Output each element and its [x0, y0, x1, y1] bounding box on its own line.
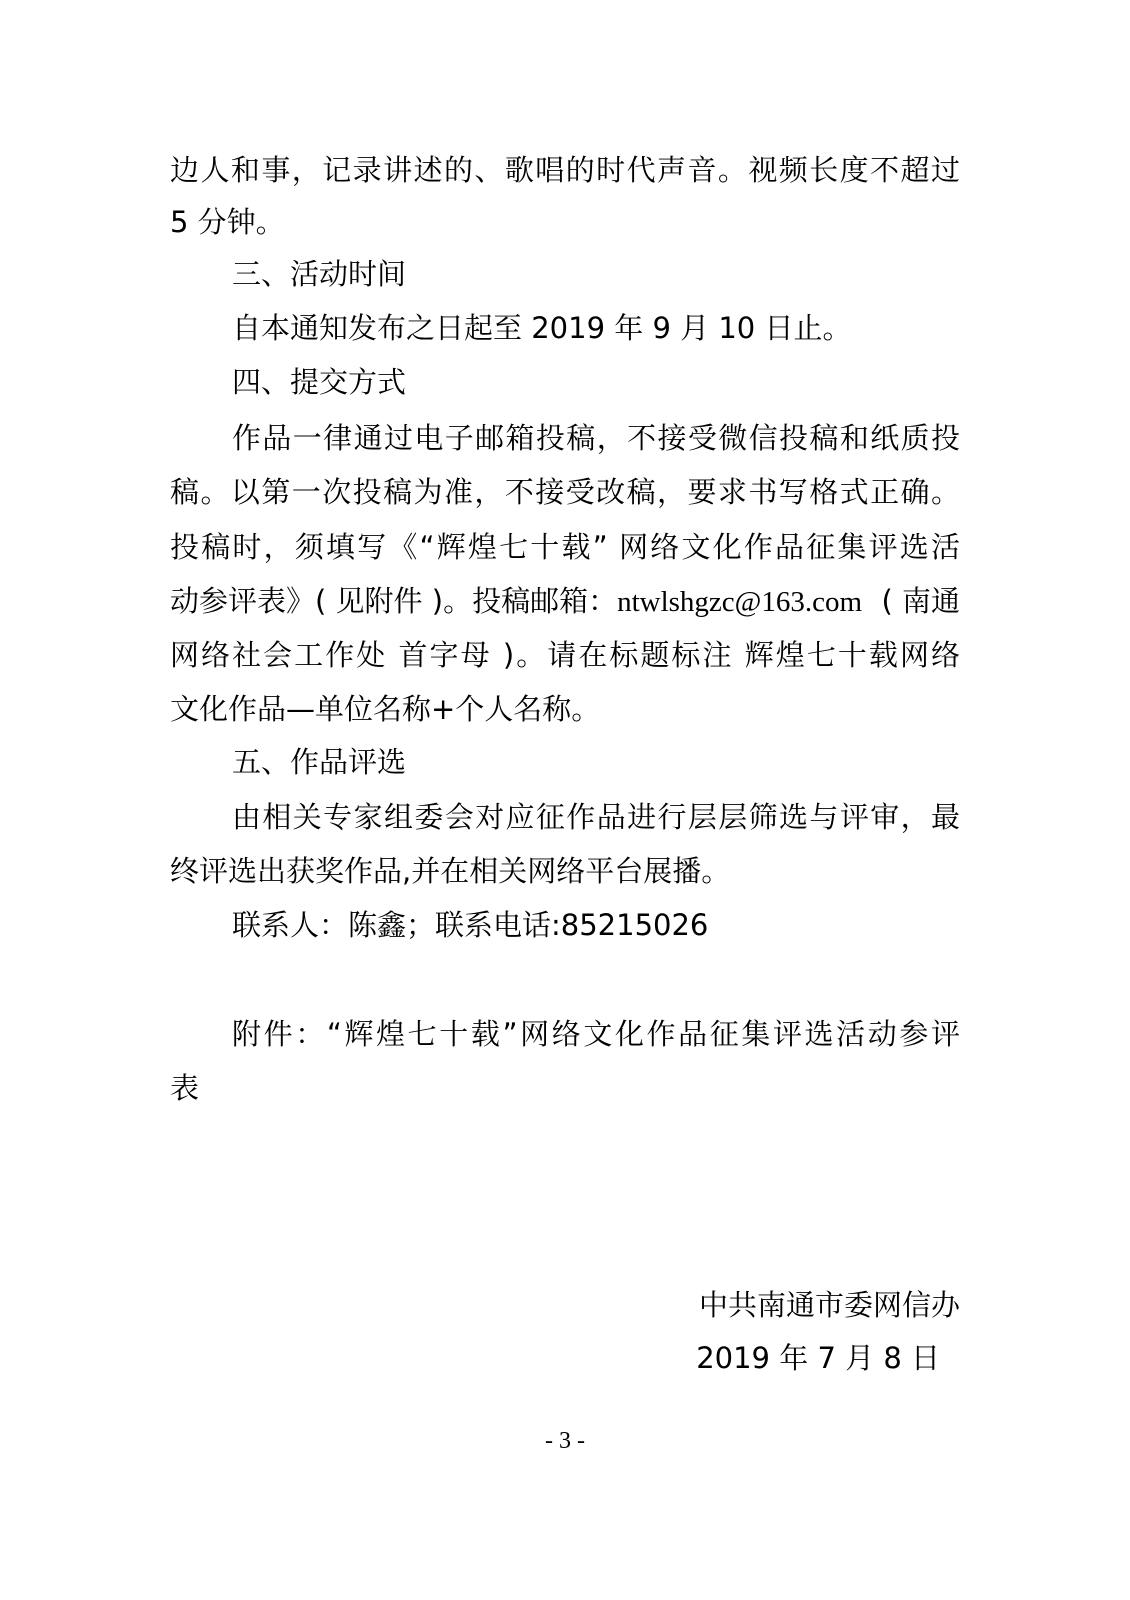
- paragraph-line: 文化作品—单位名称+个人名称。: [170, 692, 601, 726]
- signature-organization: 中共南通市委网信办: [698, 1288, 960, 1322]
- attachment-note: 表: [170, 1071, 200, 1105]
- paragraph-text: 动参评表》( 见附件 )。投稿邮箱：: [170, 584, 618, 618]
- section-heading-submission: 四、提交方式: [232, 365, 407, 399]
- paragraph-line: 5 分钟。: [170, 205, 285, 239]
- paragraph-line: 作品一律通过电子邮箱投稿，不接受微信投稿和纸质投: [232, 421, 960, 455]
- paragraph-line: 由相关专家组委会对应征作品进行层层筛选与评审，最: [232, 800, 960, 834]
- paragraph-line: 稿。以第一次投稿为准，不接受改稿，要求书写格式正确。: [170, 475, 960, 509]
- signature-date: 2019 年 7 月 8 日: [696, 1341, 940, 1375]
- attachment-note: 附件：“辉煌七十载”网络文化作品征集评选活动参评: [232, 1017, 960, 1051]
- section-heading-evaluation: 五、作品评选: [232, 745, 407, 779]
- paragraph-line: 终评选出获奖作品,并在相关网络平台展播。: [170, 854, 731, 888]
- email-address: ntwlshgzc@163.com: [617, 586, 863, 618]
- section-heading-time: 三、活动时间: [232, 257, 407, 291]
- paragraph-line: 边人和事，记录讲述的、歌唱的时代声音。视频长度不超过: [170, 153, 960, 187]
- paragraph-line: 投稿时，须填写《“辉煌七十载” 网络文化作品征集评选活: [170, 530, 960, 564]
- paragraph-line: 网络社会工作处 首字母 )。请在标题标注 辉煌七十载网络: [170, 638, 960, 672]
- contact-info: 联系人：陈鑫；联系电话:85215026: [232, 908, 709, 942]
- paragraph-text: ( 南通: [881, 584, 960, 618]
- paragraph-line: 自本通知发布之日起至 2019 年 9 月 10 日止。: [232, 311, 852, 345]
- page-number: - 3 -: [545, 1428, 585, 1454]
- paragraph-line: [170, 581, 960, 622]
